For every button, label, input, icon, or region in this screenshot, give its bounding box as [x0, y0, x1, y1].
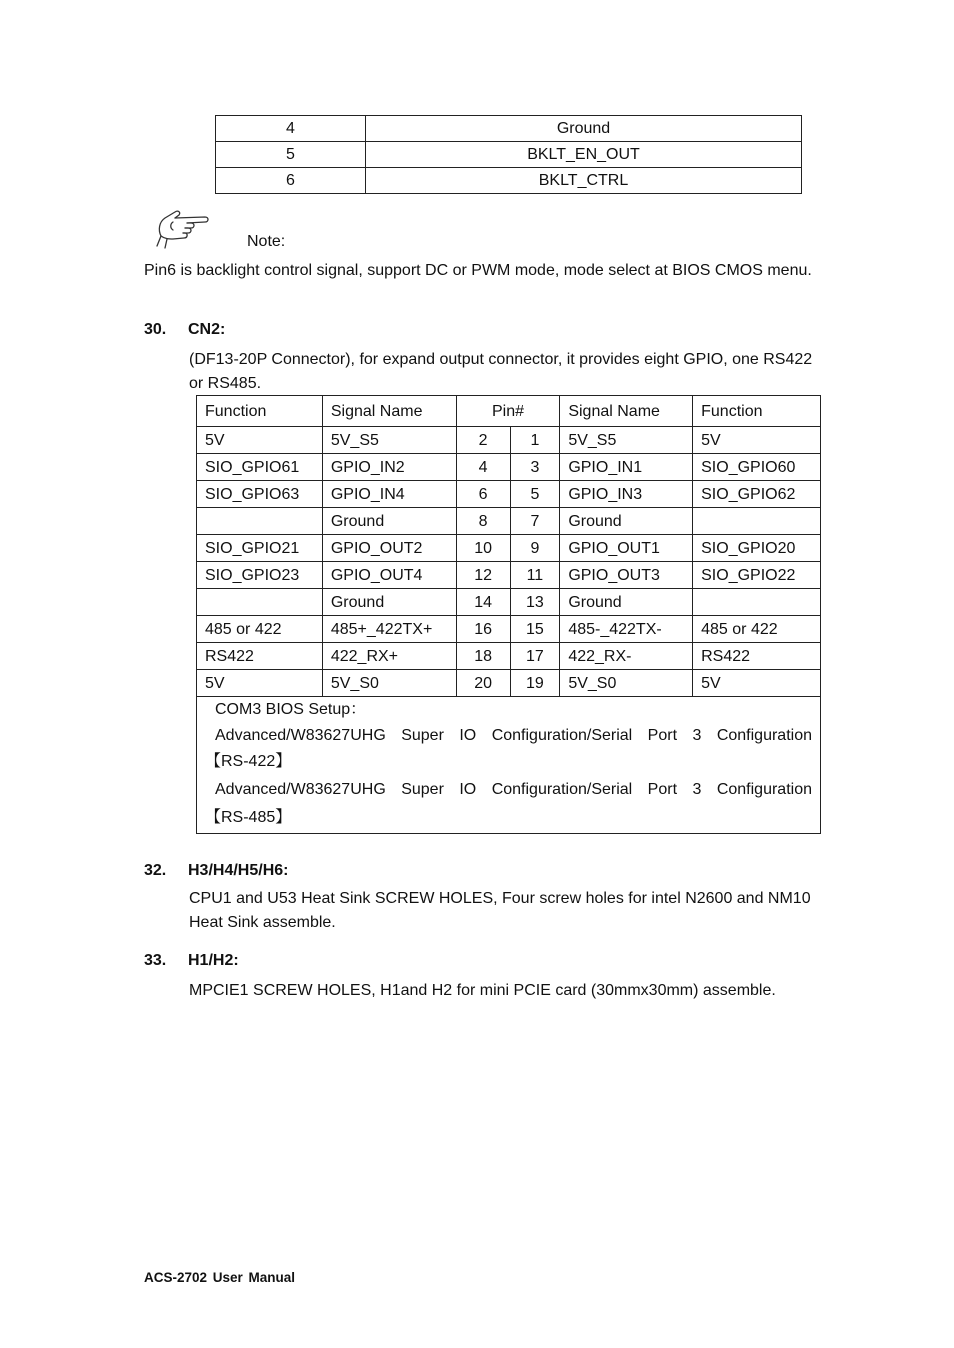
table-row — [197, 670, 821, 697]
table-header-row — [197, 396, 821, 427]
pin-number-cell: 16 — [456, 616, 510, 643]
header-cell: Signal Name — [560, 396, 693, 427]
table-row — [216, 116, 802, 142]
table-cell: 422_RX- — [560, 643, 693, 670]
pin-number-cell: 10 — [456, 535, 510, 562]
section-description: (DF13-20P Connector), for expand output connector, it provides eight GPIO, one RS422 or RS485. — [189, 351, 813, 392]
pin-number-cell: 1 — [510, 427, 560, 454]
bios-heading: COM3 BIOS Setup： — [215, 701, 367, 718]
table-cell: 5V_S0 — [560, 670, 693, 697]
table-cell: SIO_GPIO63 — [197, 481, 323, 508]
section-description: CPU1 and U53 Heat Sink SCREW HOLES, Four screw holes for intel N2600 and NM10 — [189, 890, 811, 907]
table-row — [216, 142, 802, 168]
table-row — [197, 481, 821, 508]
table-cell: GPIO_OUT2 — [322, 535, 456, 562]
table-body — [197, 427, 821, 697]
table-cell: 422_RX+ — [322, 643, 456, 670]
table-cell: GPIO_IN1 — [560, 454, 693, 481]
section-title: CN2: — [188, 321, 226, 338]
section-description: Heat Sink assemble. — [189, 914, 336, 931]
pin-cell: 6 — [216, 168, 366, 194]
table-cell: 485 or 422 — [693, 616, 821, 643]
bios-path: Advanced/W83627UHG Super IO Configuration/Serial Port 3 Configuration — [215, 781, 812, 798]
table-cell: Ground — [560, 508, 693, 535]
pin-number-cell: 14 — [456, 589, 510, 616]
pin-number-cell: 8 — [456, 508, 510, 535]
cn2-pin-table — [196, 395, 821, 834]
table-cell: SIO_GPIO23 — [197, 562, 323, 589]
pin-cell: 5 — [216, 142, 366, 168]
table-cell: 5V — [197, 670, 323, 697]
pin-cell: 4 — [216, 116, 366, 142]
table-row — [197, 616, 821, 643]
bios-value: 【RS-485】 — [205, 809, 292, 826]
pin-number-cell: 9 — [510, 535, 560, 562]
table-cell: 5V_S0 — [322, 670, 456, 697]
pin-number-cell: 2 — [456, 427, 510, 454]
backlight-pin-table — [215, 115, 802, 194]
table-cell: 5V_S5 — [560, 427, 693, 454]
table-cell: SIO_GPIO22 — [693, 562, 821, 589]
table-row — [197, 535, 821, 562]
table-cell: GPIO_IN3 — [560, 481, 693, 508]
section-number: 30. — [144, 321, 167, 338]
bios-setup-cell — [197, 697, 821, 834]
table-row — [197, 562, 821, 589]
table-cell — [197, 589, 323, 616]
table-row — [197, 643, 821, 670]
pin-number-cell: 6 — [456, 481, 510, 508]
table-cell — [693, 508, 821, 535]
table-cell: GPIO_OUT3 — [560, 562, 693, 589]
note-label: Note: — [247, 233, 286, 250]
table-cell: 485 or 422 — [197, 616, 323, 643]
table-cell — [693, 589, 821, 616]
table-cell: SIO_GPIO60 — [693, 454, 821, 481]
table-row — [197, 589, 821, 616]
pin-number-cell: 11 — [510, 562, 560, 589]
note-text: Pin6 is backlight control signal, support DC or PWM mode, mode select at BIOS CMOS menu. — [144, 262, 812, 279]
header-cell: Function — [197, 396, 323, 427]
table-cell: 5V_S5 — [322, 427, 456, 454]
table-row — [197, 427, 821, 454]
table-row — [197, 454, 821, 481]
section-title: H1/H2: — [188, 952, 239, 969]
table-cell: SIO_GPIO21 — [197, 535, 323, 562]
pin-number-cell: 13 — [510, 589, 560, 616]
pin-number-cell: 7 — [510, 508, 560, 535]
pin-number-cell: 5 — [510, 481, 560, 508]
bios-setup-row — [197, 697, 821, 834]
table-cell: SIO_GPIO61 — [197, 454, 323, 481]
signal-cell: BKLT_CTRL — [366, 168, 802, 194]
pin-number-cell: 19 — [510, 670, 560, 697]
table-cell: SIO_GPIO20 — [693, 535, 821, 562]
bios-value: 【RS-422】 — [205, 753, 292, 770]
header-cell: Function — [693, 396, 821, 427]
pin-number-cell: 18 — [456, 643, 510, 670]
table-cell: 5V — [693, 427, 821, 454]
table-cell: 5V — [693, 670, 821, 697]
table-cell: GPIO_IN4 — [322, 481, 456, 508]
signal-cell: BKLT_EN_OUT — [366, 142, 802, 168]
section-description: MPCIE1 SCREW HOLES, H1and H2 for mini PCIE card (30mmx30mm) assemble. — [189, 982, 776, 999]
section-title: H3/H4/H5/H6: — [188, 862, 289, 879]
table-cell: SIO_GPIO62 — [693, 481, 821, 508]
pin-number-cell: 17 — [510, 643, 560, 670]
pin-number-cell: 15 — [510, 616, 560, 643]
pin-number-cell: 3 — [510, 454, 560, 481]
signal-cell: Ground — [366, 116, 802, 142]
table-cell: 485+_422TX+ — [322, 616, 456, 643]
section-number: 33. — [144, 952, 167, 969]
table-cell — [197, 508, 323, 535]
table-cell: GPIO_OUT4 — [322, 562, 456, 589]
header-cell: Pin# — [456, 396, 560, 427]
section-number: 32. — [144, 862, 167, 879]
table-cell: Ground — [322, 589, 456, 616]
pin-number-cell: 20 — [456, 670, 510, 697]
table-cell: 5V — [197, 427, 323, 454]
pin-number-cell: 4 — [456, 454, 510, 481]
pin-number-cell: 12 — [456, 562, 510, 589]
table-cell: Ground — [322, 508, 456, 535]
header-cell: Signal Name — [322, 396, 456, 427]
table-cell: GPIO_OUT1 — [560, 535, 693, 562]
table-cell: GPIO_IN2 — [322, 454, 456, 481]
table-cell: 485-_422TX- — [560, 616, 693, 643]
table-cell: Ground — [560, 589, 693, 616]
pointing-hand-icon — [153, 206, 211, 252]
table-row — [197, 508, 821, 535]
table-cell: RS422 — [693, 643, 821, 670]
table-row — [216, 168, 802, 194]
table-cell: RS422 — [197, 643, 323, 670]
bios-path: Advanced/W83627UHG Super IO Configuration/Serial Port 3 Configuration — [215, 727, 812, 744]
page-footer: ACS-2702 User Manual — [144, 1270, 296, 1285]
